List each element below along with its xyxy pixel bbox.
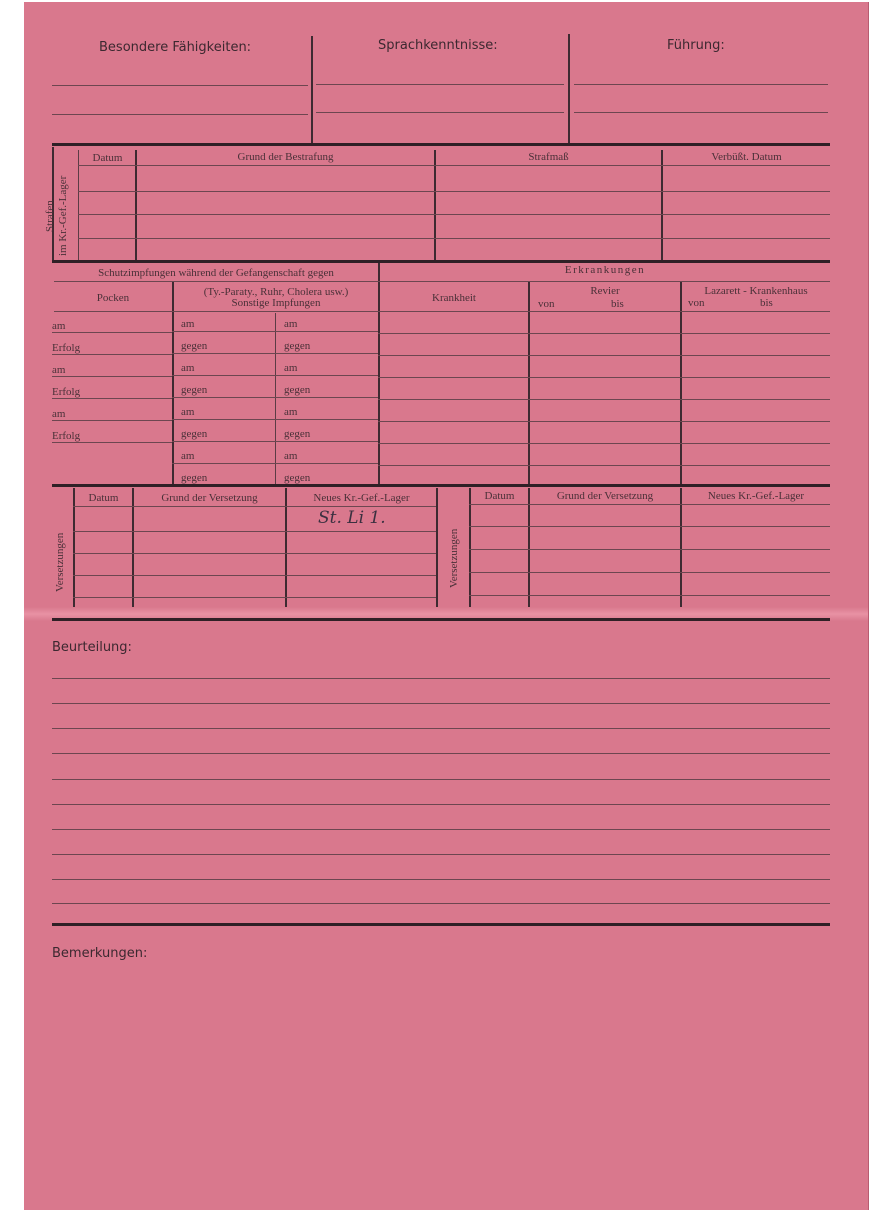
strafen-side-label-1: Strafen [44,200,56,232]
erkr-row-line [378,355,830,356]
vers-row-line [73,575,436,576]
vers-row-line [73,597,436,598]
erkr-row-line [378,399,830,400]
impf-right-am: am [284,362,298,374]
impf-row-line [172,397,378,398]
vers-col-line [436,488,438,619]
erkr-row-line [378,421,830,422]
lazarett-bis: bis [760,297,773,309]
form-paper [24,2,869,1210]
vers-row-line [469,572,830,573]
faehigkeiten-line [52,114,308,115]
erkr-row-line [378,443,830,444]
impf-right-am: am [284,318,298,330]
section-rule [52,484,830,487]
top-divider-2 [568,34,570,144]
vers-col-grund: Grund der Versetzung [161,492,258,504]
beurteilung-line [52,879,830,880]
erkr-col-line [680,282,682,485]
vers-col-datum-2: Datum [484,490,515,502]
strafen-col-strafmass: Strafmaß [528,151,569,163]
impf-row-line [172,375,378,376]
revier-bis: bis [611,298,624,310]
vers-col-grund-2: Grund der Versetzung [556,490,654,502]
strafen-row-line [78,238,830,239]
impf-right-am: am [284,406,298,418]
faehigkeiten-line [52,85,308,86]
pocken-row-line [52,420,172,421]
lazarett-von: von [688,297,705,309]
beurteilung-line [52,903,830,904]
sonstige-line1: (Ty.-Paraty., Ruhr, Cholera usw.) [203,286,349,298]
strafen-col-line [434,150,436,261]
impf-mid-am: am [181,450,195,462]
beurteilung-line [52,829,830,830]
pocken-row-line [52,332,172,333]
impf-mid-gegen: gegen [181,428,208,440]
impf-right-gegen: gegen [284,472,311,484]
vers-header-rule [469,504,830,505]
impf-mid-am: am [181,406,195,418]
beurteilung-label: Beurteilung: [52,640,132,655]
handwritten-lager-entry: St. Li 1. [318,508,386,528]
versetzungen-label-left: Versetzungen [54,532,66,592]
pocken-row-line [52,398,172,399]
impf-mid-am: am [181,362,195,374]
pocken-row-line [52,354,172,355]
vers-col-datum: Datum [88,492,119,504]
strafen-col-verbuesst: Verbüßt. Datum [711,151,782,163]
fuehrung-line [574,112,828,113]
pocken-label: Pocken [96,292,130,304]
impf-right-am: am [284,450,298,462]
vers-row-line [73,531,436,532]
impf-row-line [172,419,378,420]
pocken-erfolg: Erfolg [52,342,81,354]
erkrankungen-title: Erkrankungen [564,264,646,276]
impf-col-line [172,282,174,485]
erkr-row-line [378,333,830,334]
strafen-side-label-2: im Kr.-Gef.-Lager [57,175,69,256]
vers-row-line [469,595,830,596]
beurteilung-line [52,703,830,704]
pocken-am: am [52,364,66,376]
strafen-header-rule [78,165,830,166]
revier-von: von [538,298,555,310]
top-divider-1 [311,36,313,144]
vers-row-line [73,553,436,554]
vers-col-line [469,488,471,619]
impf-mid-gegen: gegen [181,340,208,352]
fuehrung-line [574,84,828,85]
impf-row-line [172,441,378,442]
section-rule [52,260,830,263]
beurteilung-line [52,804,830,805]
vers-row-line [469,549,830,550]
beurteilung-line [52,779,830,780]
erkr-col-line [528,282,530,485]
impf-row-line [172,353,378,354]
impf-col-line [275,313,276,485]
vers-col-lager-2: Neues Kr.-Gef.-Lager [707,490,805,502]
erkr-row-line [378,377,830,378]
versetzungen-label-right: Versetzungen [448,528,460,588]
pocken-row-line [52,376,172,377]
impfungen-title: Schutzimpfungen während der Gefangenschaft gegen [98,267,334,279]
beurteilung-line [52,678,830,679]
sonstige-line2: Sonstige Impfungen [231,297,321,309]
impf-row-line [172,463,378,464]
beurteilung-line [52,854,830,855]
pocken-am: am [52,408,66,420]
strafen-col-datum: Datum [92,152,123,164]
section-rule [52,923,830,926]
erkr-row-line [378,465,830,466]
pocken-row-line [52,442,172,443]
impf-right-gegen: gegen [284,340,311,352]
bemerkungen-label: Bemerkungen: [52,946,148,961]
sprachkenntnisse-line [316,84,564,85]
section-rule [52,618,830,621]
fuehrung-label: Führung: [667,38,725,53]
vers-header-rule [73,506,436,507]
impf-mid-gegen: gegen [181,472,208,484]
strafen-col-line [135,150,137,261]
krankheit-label: Krankheit [432,292,476,304]
faehigkeiten-label: Besondere Fähigkeiten: [99,40,252,55]
impf-title-rule [54,281,830,282]
impf-row-line [172,331,378,332]
impf-mid-gegen: gegen [181,384,208,396]
vers-row-line [469,526,830,527]
impf-mid-am: am [181,318,195,330]
lazarett-label: Lazarett - Krankenhaus [704,285,808,297]
pocken-erfolg: Erfolg [52,430,81,442]
sprachkenntnisse-label: Sprachkenntnisse: [378,38,498,53]
impf-header-rule [54,311,830,312]
strafen-col-grund: Grund der Bestrafung [237,151,334,163]
pocken-am: am [52,320,66,332]
revier-label: Revier [590,285,620,297]
pocken-erfolg: Erfolg [52,386,81,398]
vers-col-lager: Neues Kr.-Gef.-Lager [313,492,410,504]
vers-col-line [680,488,682,619]
strafen-row-line [78,214,830,215]
beurteilung-line [52,728,830,729]
section-rule [52,143,830,146]
impf-right-gegen: gegen [284,384,311,396]
strafen-col-line [78,150,79,261]
sprachkenntnisse-line [316,112,564,113]
impf-right-gegen: gegen [284,428,311,440]
strafen-col-line [661,150,663,261]
beurteilung-line [52,753,830,754]
vers-col-line [528,488,530,619]
strafen-row-line [78,191,830,192]
